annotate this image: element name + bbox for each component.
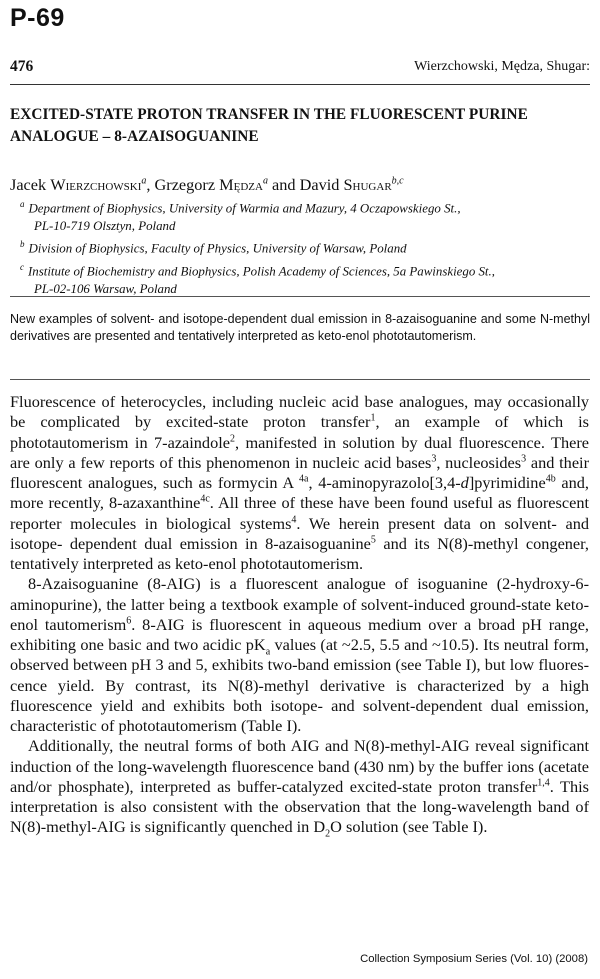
title-line-1: EXCITED-STATE PROTON TRANSFER IN THE FLUORESCENT PURINE — [10, 106, 528, 123]
citation: 4a — [298, 473, 309, 485]
page-header — [10, 58, 590, 80]
affiliation-a: $^a$ Department of Biophysics, University of Warmia and Mazury, 4 Oczapowskiego St., PL-10-719 Olsztyn, Poland — [20, 199, 461, 234]
citation: 4c — [200, 493, 210, 505]
affiliation-b: $^b$ Division of Biophysics, Faculty of Physics, University of Warsaw, Poland — [20, 239, 407, 256]
paper-title — [10, 104, 590, 148]
citation: 6 — [126, 615, 132, 627]
paragraph-2: 8-Azaisoguanine (8-AIG) is a fluorescent analogue of isoguanine (2-hydroxy-6-aminopurine), the latter being a textbook example of solvent-induced ground-state keto-enol tautomerism$^6$. 8-AIG is fluorescent in aqueous medium over a broad pH range, exhibiting one basic and two acidic $pK_a$ values (at ~2.5, 5.5 and ~10.5). Its neutral form, observed between pH 3 and 5, exhibits two-band emission (see Table I), but low fluorescence yield. By contrast, its N(8)-methyl derivative is characterized by a high fluorescence yield and exhibits both isotope- and solvent-dependent dual emission, characteristic of phototautomerism (Table I). — [10, 574, 589, 735]
citation: 5 — [370, 534, 376, 546]
citation: 4b — [545, 473, 556, 485]
affil-mark: b,c — [391, 176, 404, 187]
body-text — [10, 392, 589, 838]
citation: 1 — [370, 412, 376, 424]
affil-mark: a — [141, 176, 147, 187]
title-line-2: ANALOGUE – 8-AZAISOGUANINE — [10, 128, 259, 145]
citation: 4 — [291, 514, 297, 526]
abstract: New examples of solvent- and isotope-dependent dual emission in 8-azaisoguanine and some N-methyl derivatives are presented and tentatively interpreted as keto-enol phototautomerism. — [10, 312, 590, 343]
citation: 2 — [229, 433, 235, 445]
affil-mark: a — [262, 176, 268, 187]
author-2: Grzegorz Mędza$^a$ and — [154, 175, 300, 195]
citation: 3 — [521, 453, 527, 465]
author-3: David Shugar$^{b,c}$ — [299, 175, 404, 195]
paragraph-1: Fluorescence of heterocycles, including nucleic acid base analogues, may occasionally be complicated by excited-state proton transfer$^1$, an example of which is phototautomerism in 7-azaindole$^2$, manifested in solution by dual fluorescence. There are only a few reports of this phenomenon in nucleic acid bases$^3$, nucleosides$^3$ and their fluorescent analogues, such as formycin A $^{4a}$, 4-aminopyrazolo[3,4-d]pyrimidine$^{4b}$ and, more recently, 8-azaxanthine$^{4c}$. All three of these have been found useful as fluorescent reporter molecules in biological systems$^4$. We herein present data on solvent- and isotope- dependent dual emission in 8-azaisoguanine$^5$ and its N(8)-methyl congener, tentatively interpreted as keto-enol phototautomerism. — [10, 392, 590, 573]
affiliation-c: $^c$ Institute of Biochemistry and Biophysics, Polish Academy of Sciences, 5a Pawinskiego St., PL-02-106 Warsaw, Poland — [20, 261, 495, 296]
journal-footer: Collection Symposium Series (Vol. 10) (2008) — [360, 953, 588, 965]
poster-id: P-69 — [10, 4, 65, 32]
citation: 1,4 — [537, 777, 550, 789]
author-list — [10, 172, 590, 195]
running-head: Wierzchowski, Mędza, Shugar: — [414, 59, 590, 74]
citation: 3 — [431, 453, 437, 465]
section-divider — [10, 296, 590, 297]
author-1: Jacek Wierzchowski$^a$, — [10, 175, 155, 195]
paragraph-3: Additionally, the neutral forms of both AIG and N(8)-methyl-AIG reveal significant induction of the long-wavelength fluorescence band (430 nm) by the buffer ions (acetate and/or phosphate), interpreted as buffer-catalyzed excited-state proton transfer$^{1,4}$. This interpretation is also consistent with the observation that the long-wavelength band of N(8)-methyl-AIG is significantly quenched in $D_2O$ solution (see Table I). — [10, 736, 589, 840]
page-number: 476 — [10, 58, 34, 75]
abstract-divider — [10, 379, 590, 380]
affiliations — [20, 195, 588, 298]
header-rule — [10, 84, 590, 85]
